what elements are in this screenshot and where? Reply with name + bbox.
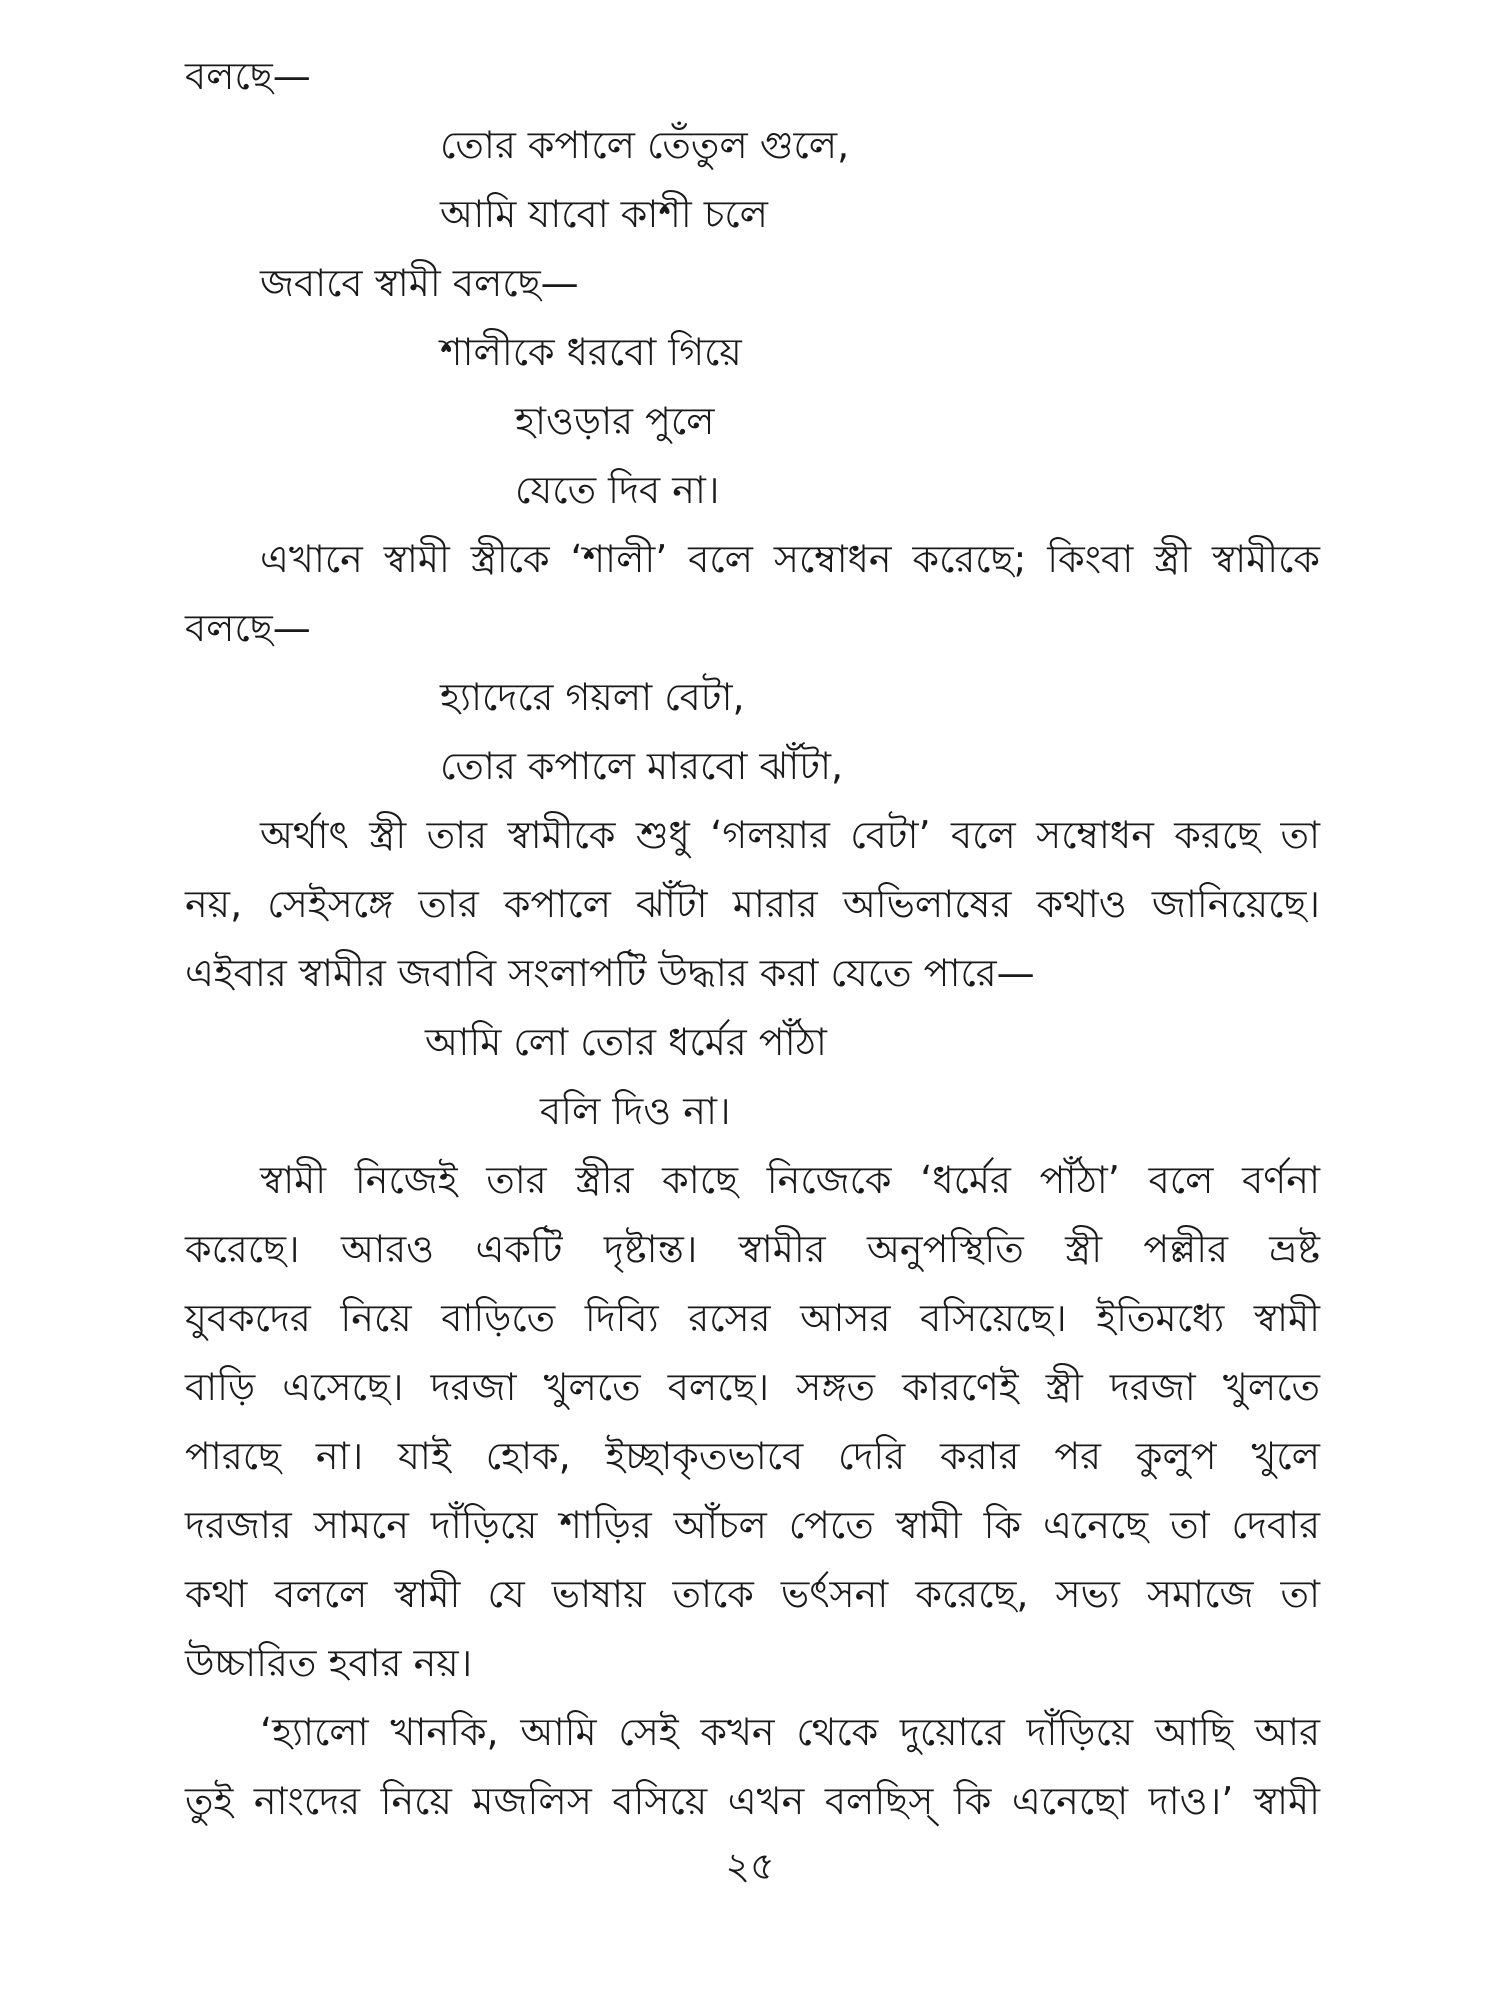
paragraph-line: নয়, সেইসঙ্গে তার কপালে ঝাঁটা মারার অভিলাষের কথাও জানিয়েছে। [185, 882, 1320, 926]
paragraph-line: উচ্চারিত হবার নয়। [185, 1641, 473, 1685]
paragraph-line: বাড়ি এসেছে। দরজা খুলতে বলছে। সঙ্গত কারণেই স্ত্রী দরজা খুলতে [185, 1365, 1320, 1409]
paragraph-line: স্বামী নিজেই তার স্ত্রীর কাছে নিজেকে ‘ধর্মের পাঁঠা’ বলে বর্ণনা [260, 1158, 1320, 1202]
paragraph-line: কথা বললে স্বামী যে ভাষায় তাকে ভর্ৎসনা করেছে, সভ্য সমাজে তা [185, 1572, 1320, 1616]
paragraph-line: পারছে না। যাই হোক, ইচ্ছাকৃতভাবে দেরি করার পর কুলুপ খুলে [185, 1434, 1320, 1478]
verse-line: আমি যাবো কাশী চলে [440, 192, 768, 236]
paragraph-line: এখানে স্বামী স্ত্রীকে ‘শালী’ বলে সম্বোধন করেছে; কিংবা স্ত্রী স্বামীকে [260, 537, 1320, 581]
text-line: জবাবে স্বামী বলছে— [260, 261, 579, 305]
verse-line: হ্যাদেরে গয়লা বেটা, [440, 675, 745, 719]
paragraph-line: দরজার সামনে দাঁড়িয়ে শাড়ির আঁচল পেতে স্বামী কি এনেছে তা দেবার [185, 1503, 1320, 1547]
paragraph-line: এইবার স্বামীর জবাবি সংলাপটি উদ্ধার করা যেতে পারে— [185, 951, 1035, 995]
paragraph-line: তুই নাংদের নিয়ে মজলিস বসিয়ে এখন বলছিস্ কি এনেছো দাও।’ স্বামী [185, 1779, 1320, 1823]
paragraph-line: ‘হ্যালো খানকি, আমি সেই কখন থেকে দুয়োরে দাঁড়িয়ে আছি আর [260, 1710, 1320, 1754]
verse-line: হাওড়ার পুলে [515, 399, 715, 443]
text-line: বলছে— [185, 54, 311, 98]
paragraph-line: করেছে। আরও একটি দৃষ্টান্ত। স্বামীর অনুপস্থিতি স্ত্রী পল্লীর ভ্রষ্ট [185, 1227, 1320, 1271]
page-number: ২৫ [725, 1844, 775, 1888]
verse-line: আমি লো তোর ধর্মের পাঁঠা [425, 1020, 827, 1064]
verse-line: যেতে দিব না। [515, 468, 720, 512]
verse-line: তোর কপালে মারবো ঝাঁটা, [440, 744, 844, 788]
paragraph-line: যুবকদের নিয়ে বাড়িতে দিব্যি রসের আসর বসিয়েছে। ইতিমধ্যে স্বামী [185, 1296, 1320, 1340]
verse-line: বলি দিও না। [540, 1089, 731, 1133]
verse-line: তোর কপালে তেঁতুল গুলে, [440, 123, 850, 167]
paragraph-line: অর্থাৎ স্ত্রী তার স্বামীকে শুধু ‘গলয়ার বেটা’ বলে সম্বোধন করছে তা [260, 813, 1320, 857]
paragraph-line: বলছে— [185, 606, 311, 650]
verse-line: শালীকে ধরবো গিয়ে [440, 330, 742, 374]
